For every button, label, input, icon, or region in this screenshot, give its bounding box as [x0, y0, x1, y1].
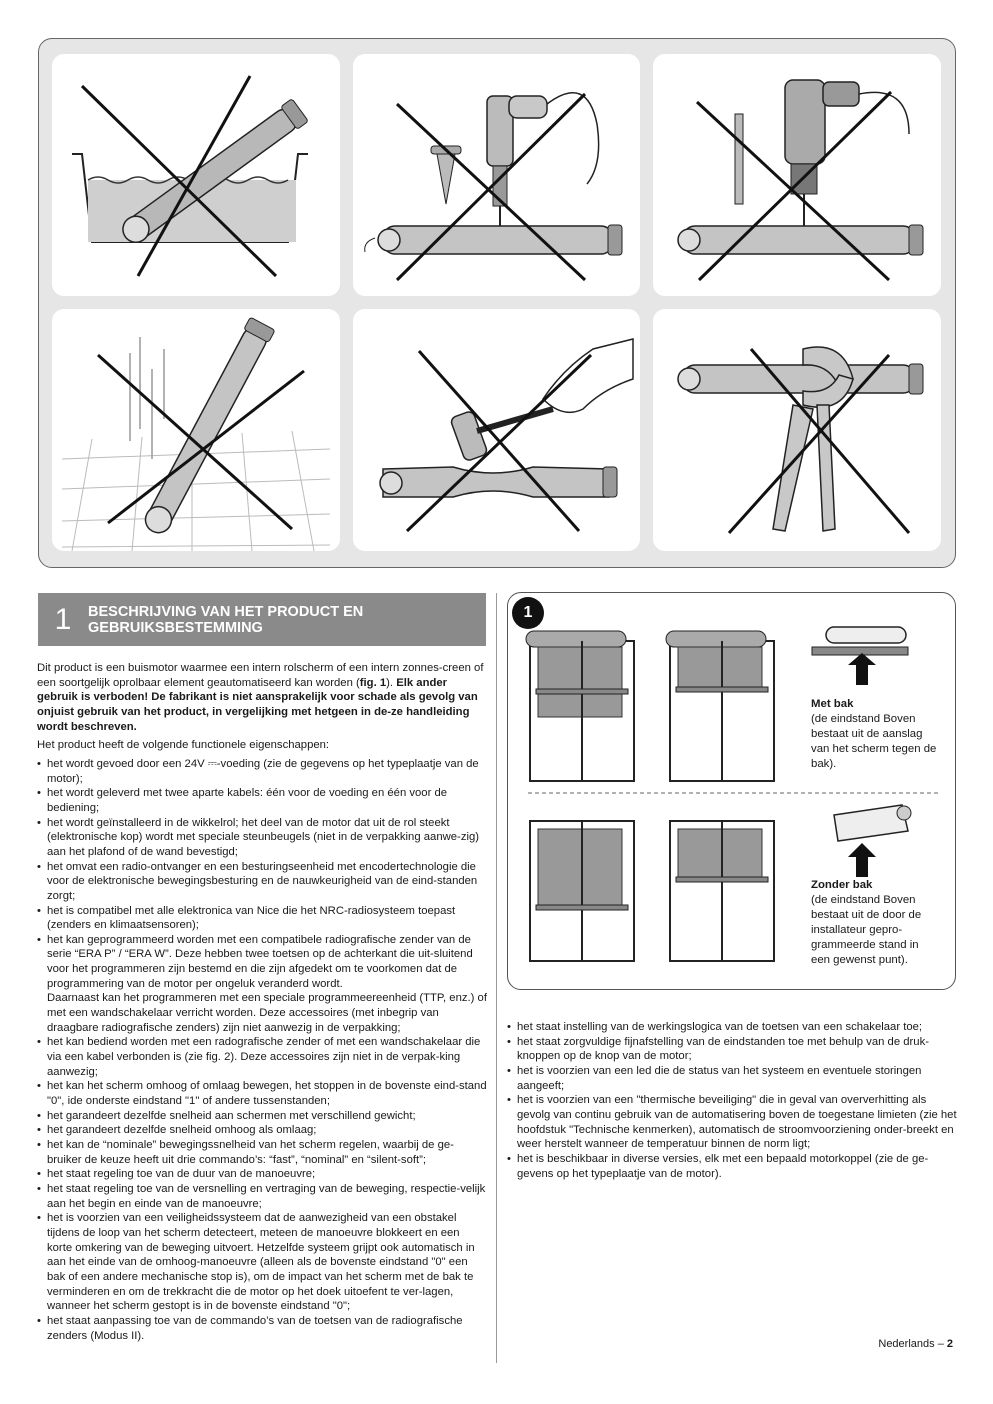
footer-language: Nederlands – — [878, 1338, 947, 1350]
list-item: • het is voorzien van een led die de status van het systeem en eventuele storingen aangeeft; — [507, 1064, 957, 1093]
window-without-box-2 — [670, 821, 774, 961]
features-intro: Het product heeft de volgende functionele eigenschappen: — [37, 739, 330, 752]
list-item: • het kan bediend worden met een radografische zender of met een wandschakelaar die via een kabel verbonden is (zie fig. 2). Deze accessoires zijn niet in de verpak-king aanwezig; — [37, 1035, 487, 1079]
warning-screw-drilling — [353, 54, 640, 296]
section-title — [88, 604, 363, 636]
pliers-crush-illustration — [653, 309, 941, 551]
intro-warning-text: Elk ander gebruik is verboden! De fabrikant is niet aansprakelijk voor schade als gevolg van onjuist gebruik van het product, in vergelijking met hetgeen in de-ze handleiding wordt beschreven. — [37, 676, 478, 733]
section-header — [38, 593, 486, 646]
screw-icon — [431, 146, 461, 204]
warning-panel — [38, 38, 956, 568]
list-item-continuation: Daarnaast kan het programmeren met een speciale programmeereenheid (TTP, enz.) of met een wandschakelaar verricht worden. Deze accessoires (met inbegrip van draagbare radiografische zenders) zijn niet aanwezig in de verpakking; — [47, 992, 487, 1034]
caption-without-box-text: (de eindstand Boven bestaat uit de door de installateur gepro-grammeerde stand in een gewenst punt). — [811, 894, 922, 966]
intro-paragraph — [37, 661, 487, 734]
list-item: • het wordt geïnstalleerd in de wikkelrol; het deel van de motor dat uit de rol steekt (elektronische kop) wordt met speciale steunbeugels (niet in de verpakking aanwe-zig) aan het plafond of de wand bevestigd; — [37, 816, 487, 860]
column-divider — [496, 593, 497, 1363]
section-number: 1 — [54, 602, 72, 636]
figure-1 — [507, 592, 956, 990]
warning-motor-dropped — [52, 309, 340, 551]
page-footer — [878, 1338, 953, 1350]
list-item: • het kan geprogrammeerd worden met een compatibele radiografische zender van de serie “ERA P” / “ERA W”. Deze hebben twee toetsen op de achterkant die uit-sluitend voor het programmeren zijn bestemd en die zijn afgedekt om te voorkomen dat de programmering van de motor per ongeluk veranderd wordt. — [37, 933, 487, 992]
list-item: • het staat aanpassing toe van de commando’s van de toetsen van de radiografische zenders (Modus II). — [37, 1314, 487, 1343]
window-with-box-2 — [666, 631, 774, 781]
list-item: • het kan de “nominale” bewegingssnelheid van het scherm regelen, waarbij de ge-bruiker de keuze heeft uit drie commando’s: “fast”, “nominal” en “silent-soft”; — [37, 1138, 487, 1167]
caption-without-box — [811, 878, 937, 968]
warning-power-drilling — [653, 54, 941, 296]
list-item: • het is voorzien van een veiligheidssysteem dat de aanwezigheid van een obstakel tijdens de loop van het scherm detecteert, meteen de manoeuvre blokkeert en een korte omkering van de beweging uitvoert. Hetzelfde systeem grijpt ook automatisch in aan het einde van de omhoog-manoeuvre (alleen als de bovenste eindstand "0" een bak of een andere mechanische stop is), om de impact van het scherm met de bak te verminderen en om de trekkracht die de motor op het doek uitoefent te ver-lagen, wanneer het scherm gestopt is in de bovenste eindstand "0"; — [37, 1211, 487, 1314]
list-item: • het staat regeling toe van de versnelling en vertraging van de beweging, respectie-velijk aan het begin en einde van de manoeuvre; — [37, 1182, 487, 1211]
left-column — [37, 661, 487, 1343]
power-drilling-illustration — [653, 54, 941, 296]
warning-motor-in-water — [52, 54, 340, 296]
hammer-strike-illustration — [353, 309, 640, 551]
list-item: • het kan het scherm omhoog of omlaag bewegen, het stoppen in de bovenste eind-stand "0", ide onderste eindstand "1" of andere tussenstanden; — [37, 1079, 487, 1108]
section-title-line2: GEBRUIKSBESTEMMING — [88, 619, 263, 636]
hammer-icon — [450, 409, 553, 462]
figure-number: 1 — [512, 597, 544, 629]
motor-in-water-illustration — [52, 54, 340, 296]
list-item: • het is compatibel met alle elektronica van Nice die het NRC-radiosysteem toepast (zenders en klimaatsensoren); — [37, 904, 487, 933]
caption-with-box-title: Met bak — [811, 698, 854, 710]
list-item: • het garandeert dezelfde snelheid omhoog als omlaag; — [37, 1123, 487, 1138]
caption-with-box — [811, 697, 937, 772]
list-item: • het staat instelling van de werkingslogica van de toetsen van een schakelaar toe; — [507, 1020, 957, 1035]
page-number: 2 — [946, 1338, 953, 1350]
caption-without-box-title: Zonder bak — [811, 879, 873, 891]
list-item: • het is beschikbaar in diverse versies, elk met een bepaald motorkoppel (zie de ge-gevens op het typeplaatje van de motor). — [507, 1152, 957, 1181]
feature-list-right — [507, 1020, 957, 1181]
caption-with-box-text: (de eindstand Boven bestaat uit de aanslag van het scherm tegen de bak). — [811, 713, 937, 770]
box-detail-icon — [812, 627, 908, 685]
list-item: • het staat zorgvuldige fijnafstelling van de eindstanden toe met behulp van de druk-knoppen op de knop van de motor; — [507, 1035, 957, 1064]
window-without-box-1 — [530, 821, 634, 961]
right-column — [507, 1020, 957, 1181]
list-item: • het staat regeling toe van de duur van de manoeuvre; — [37, 1167, 487, 1182]
intro-fig-ref: fig. 1 — [359, 676, 387, 689]
list-item: • het omvat een radio-ontvanger en een besturingseenheid met encodertechnologie die voor de elektronische bewegingsbesturing en de nauwkeurigheid van de eind-standen zorgt; — [37, 860, 487, 904]
list-item: • het wordt geleverd met twee aparte kabels: één voor de voeding en één voor de bediening; — [37, 786, 487, 815]
window-with-box-1 — [526, 631, 634, 781]
warning-hammer-strike — [353, 309, 640, 551]
motor-dropped-illustration — [52, 309, 340, 551]
list-item: • het garandeert dezelfde snelheid aan schermen met verschillend gewicht; — [37, 1109, 487, 1124]
warning-pliers-crush — [653, 309, 941, 551]
list-item: • het wordt gevoed door een 24V ⎓-voeding (zie de gegevens op het typeplaatje van de motor); — [37, 757, 487, 786]
screw-drilling-illustration — [353, 54, 640, 296]
list-item: • het is voorzien van een "thermische beveiliging" die in geval van oververhitting als gevolg van continu gebruik van de automatisering boven de toegestane limieten (zie het hoofdstuk "Technische kenmerken), automatisch de stroomvoorziening onder-breekt en weer herstelt wanneer de temperatuur binnen de norm ligt; — [507, 1093, 957, 1152]
intro-text-1: Dit product is een buismotor waarmee een intern rolscherm of een intern zonnes-creen of een soortgelijk oprolbaar element geautomatiseerd kan worden ( — [37, 662, 484, 689]
section-title-line1: BESCHRIJVING VAN HET PRODUCT EN — [88, 603, 364, 620]
roller-detail-icon — [834, 805, 911, 877]
intro-text-2: ). — [386, 676, 397, 689]
feature-list-left — [37, 757, 487, 1343]
